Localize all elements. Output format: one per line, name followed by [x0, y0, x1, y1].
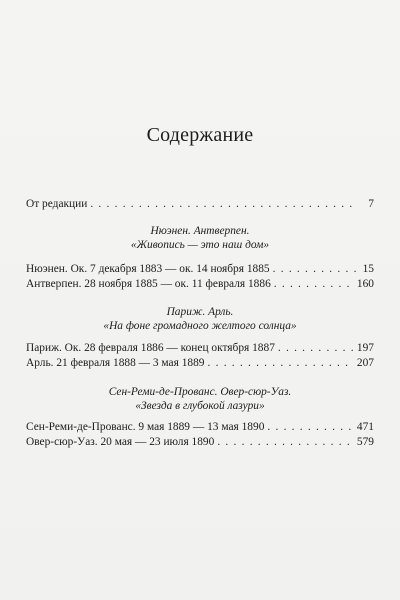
- section-subtitle: «Звезда в глубокой лазури»: [135, 400, 265, 412]
- dot-leader: [90, 197, 357, 211]
- page-title: Содержание: [146, 124, 254, 146]
- toc-entry: [26, 262, 374, 276]
- section-heading: Нюэнен. Антверпен.: [150, 225, 250, 237]
- toc-entry-label: Антверпен. 28 ноября 1885 — ок. 11 февраля 1886: [26, 278, 271, 290]
- toc-entry: [26, 277, 374, 291]
- dot-leader: [273, 262, 357, 276]
- toc-entry-label: Сен-Реми-де-Прованс. 9 мая 1889 — 13 мая 1890: [26, 421, 265, 433]
- toc-entry-label: Овер-сюр-Уаз. 20 мая — 23 июля 1890: [26, 436, 215, 448]
- dot-leader: [217, 435, 354, 449]
- toc-entry-page: 197: [356, 342, 374, 354]
- toc-entry-intro: [26, 197, 374, 211]
- toc-entry-page: 15: [362, 263, 374, 275]
- toc-entry-page: 160: [356, 278, 374, 290]
- dot-leader: [267, 420, 354, 434]
- toc-entry-label: Нюэнен. Ок. 7 декабря 1883 — ок. 14 ноября 1885: [26, 263, 270, 275]
- toc-entry: [26, 341, 374, 355]
- toc-entry-page: 7: [368, 198, 374, 210]
- dot-leader: [208, 356, 354, 370]
- toc-entry: [26, 420, 374, 434]
- dot-leader: [278, 341, 354, 355]
- section-heading: Сен-Реми-де-Прованс. Овер-сюр-Уаз.: [108, 386, 292, 398]
- toc-entry-label: Арль. 21 февраля 1888 — 3 мая 1889: [26, 357, 205, 369]
- toc-entry-page: 579: [356, 436, 374, 448]
- toc-entry: [26, 435, 374, 449]
- toc-entry-page: 471: [356, 421, 374, 433]
- toc-entry-label: От редакции: [26, 198, 88, 210]
- toc-entry: [26, 356, 374, 370]
- section-subtitle: «На фоне громадного желтого солнца»: [103, 320, 297, 332]
- toc-entry-label: Париж. Ок. 28 февраля 1886 — конец октября 1887: [26, 342, 275, 354]
- section-heading: Париж. Арль.: [166, 306, 234, 318]
- dot-leader: [274, 277, 354, 291]
- toc-entry-page: 207: [356, 357, 374, 369]
- section-subtitle: «Живопись — это наш дом»: [130, 239, 270, 251]
